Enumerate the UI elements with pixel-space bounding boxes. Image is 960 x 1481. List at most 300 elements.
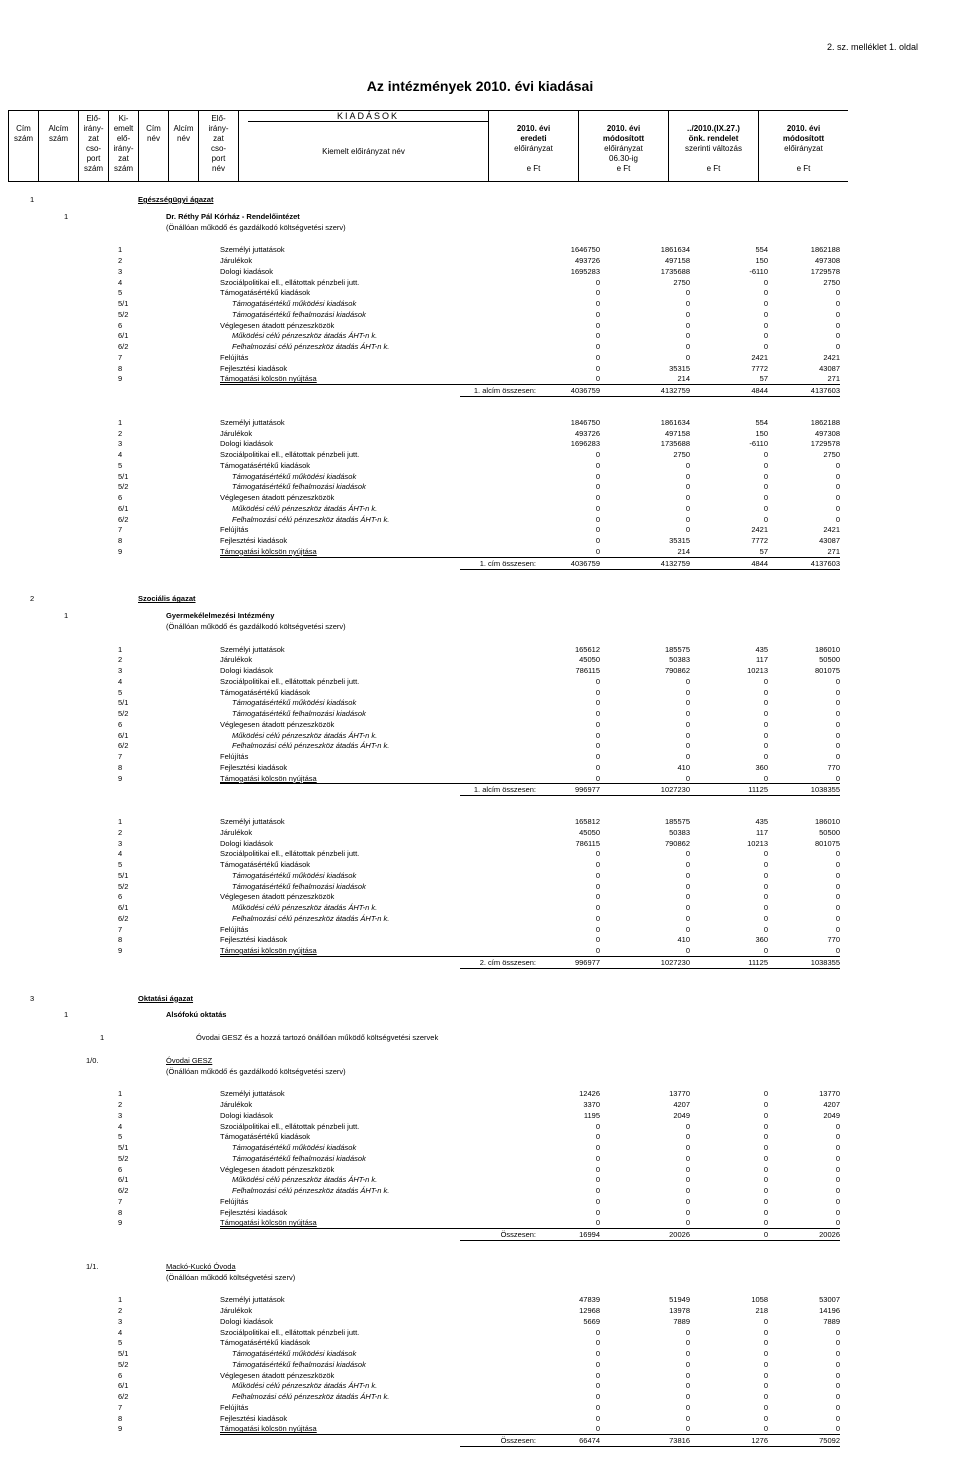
item-label: Felhalmozási célú pénzeszköz átadás ÁHT-n k. — [232, 741, 390, 751]
value-col-1: 0 — [595, 546, 600, 556]
value-col-3: 360 — [755, 762, 768, 772]
item-code: 5 — [118, 860, 123, 869]
value-col-4: 0 — [835, 1413, 840, 1423]
total-col-2: 20026 — [669, 1230, 690, 1239]
value-col-2: 0 — [685, 1121, 690, 1131]
value-col-3: 0 — [763, 277, 768, 287]
value-col-2: 0 — [685, 1207, 690, 1217]
item-label: Véglegesen átadott pénzeszközök — [220, 719, 335, 729]
value-col-3: 0 — [763, 493, 768, 502]
table-row — [0, 827, 960, 838]
value-col-2: 0 — [685, 741, 690, 751]
item-code: 6/2 — [118, 1186, 129, 1195]
header-col-3 — [78, 111, 108, 181]
table-row — [0, 503, 960, 514]
value-col-4: 0 — [835, 892, 840, 902]
value-col-1: 0 — [595, 698, 600, 708]
value-col-2: 0 — [685, 1370, 690, 1380]
cim-number: 3 — [30, 993, 35, 1003]
value-col-1: 493726 — [574, 256, 600, 265]
value-col-4: 0 — [835, 320, 840, 330]
value-col-1: 0 — [595, 525, 600, 535]
value-col-3: 0 — [763, 687, 768, 697]
value-col-1: 0 — [595, 1143, 600, 1152]
header-line: önk. rendelet — [688, 134, 739, 143]
item-label: Működési célú pénzeszköz átadás ÁHT-n k. — [232, 1175, 378, 1185]
value-col-4: 0 — [835, 870, 840, 880]
value-col-1: 0 — [595, 1359, 600, 1369]
value-col-1: 165812 — [574, 817, 600, 826]
value-col-3: 0 — [763, 1349, 768, 1358]
value-col-3: 554 — [755, 245, 768, 255]
value-col-2: 0 — [685, 860, 690, 869]
item-label: Véglegesen átadott pénzeszközök — [220, 493, 335, 502]
value-col-2: 35315 — [669, 363, 690, 373]
item-code: 2 — [118, 428, 123, 438]
value-col-4: 0 — [835, 299, 840, 308]
item-code: 6/1 — [118, 1175, 129, 1185]
table-row — [0, 417, 960, 428]
value-col-2: 0 — [685, 503, 690, 513]
item-label: Támogatásértékű működési kiadások — [232, 1349, 357, 1358]
value-col-4: 0 — [835, 1175, 840, 1185]
table-row — [0, 762, 960, 773]
value-col-2: 1735688 — [660, 439, 690, 449]
cim-label: Szociális ágazat — [138, 594, 196, 604]
header-line: előirányzat — [604, 144, 643, 153]
item-label: Támogatási kölcsön nyújtása — [220, 1424, 317, 1434]
value-col-2: 50383 — [669, 655, 690, 665]
item-code: 6 — [118, 1370, 123, 1380]
item-code: 3 — [118, 439, 123, 449]
table-row — [0, 492, 960, 503]
alcim-sub-row — [0, 1066, 960, 1077]
alcim-name: Gyermekélelmezési Intézmény — [166, 611, 275, 620]
table-row — [0, 1099, 960, 1110]
table-row — [0, 838, 960, 849]
alcim-row — [0, 610, 960, 621]
header-col-9 — [488, 111, 578, 181]
value-col-2: 497158 — [664, 256, 690, 265]
table-row — [0, 1110, 960, 1121]
value-col-4: 4207 — [823, 1100, 840, 1109]
value-col-4: 13770 — [819, 1089, 840, 1099]
value-col-4: 43087 — [819, 536, 840, 545]
header-col-7 — [198, 111, 238, 181]
header-line: zat — [213, 134, 224, 143]
item-label: Dologi kiadások — [220, 838, 273, 848]
value-col-1: 0 — [595, 1175, 600, 1185]
item-label: Működési célú pénzeszköz átadás ÁHT-n k. — [232, 1381, 378, 1391]
table-row — [0, 514, 960, 525]
item-code: 5/1 — [118, 1349, 129, 1358]
item-code: 9 — [118, 773, 123, 783]
value-col-1: 0 — [595, 762, 600, 772]
value-col-2: 0 — [685, 471, 690, 481]
item-label: Fejlesztési kiadások — [220, 1413, 288, 1423]
value-col-2: 0 — [685, 924, 690, 934]
value-col-2: 790862 — [664, 838, 690, 848]
value-col-3: 0 — [763, 1143, 768, 1152]
total-rule — [460, 795, 840, 796]
value-col-2: 0 — [685, 1153, 690, 1163]
item-code: 1 — [118, 817, 123, 826]
total-col-4: 20026 — [819, 1230, 840, 1239]
value-col-4: 497308 — [814, 428, 840, 438]
value-col-3: 0 — [763, 299, 768, 308]
value-col-1: 0 — [595, 924, 600, 934]
value-col-3: 0 — [763, 676, 768, 686]
cim-row — [0, 194, 960, 205]
total-col-1: 4036759 — [570, 558, 600, 568]
item-label: Felújítás — [220, 1196, 249, 1206]
value-col-2: 0 — [685, 676, 690, 686]
item-code: 7 — [118, 1196, 123, 1206]
alcim-subtitle: (Önállóan működő és gazdálkodó költségvetési szerv) — [166, 222, 346, 232]
value-col-2: 0 — [685, 752, 690, 761]
value-col-2: 0 — [685, 1175, 690, 1185]
item-label: Támogatásértékű felhalmozási kiadások — [232, 309, 366, 319]
item-code: 6/2 — [118, 741, 129, 751]
alcim-subtitle: (Önállóan működő és gazdálkodó költségvetési szerv) — [166, 621, 346, 631]
item-code: 8 — [118, 1413, 123, 1423]
value-col-2: 2750 — [673, 450, 690, 459]
value-col-2: 0 — [685, 903, 690, 912]
value-col-1: 0 — [595, 1413, 600, 1423]
page-note: 2. sz. melléklet 1. oldal — [826, 42, 918, 52]
alcim-number: 1 — [64, 211, 69, 221]
value-col-2: 0 — [685, 1196, 690, 1206]
table-row — [0, 287, 960, 298]
item-code: 9 — [118, 946, 123, 955]
table-row — [0, 934, 960, 945]
value-col-3: 0 — [763, 1316, 768, 1326]
item-label: Működési célú pénzeszköz átadás ÁHT-n k. — [232, 503, 378, 513]
table-row — [0, 859, 960, 870]
item-label: Támogatásértékű működési kiadások — [232, 698, 357, 708]
value-col-3: 0 — [763, 1402, 768, 1412]
alcim-row — [0, 1055, 960, 1066]
item-code: 9 — [118, 1218, 123, 1228]
header-line: e Ft — [706, 164, 721, 173]
alcim-name: Alsófokú oktatás — [166, 1010, 227, 1020]
value-col-4: 0 — [835, 493, 840, 502]
value-col-1: 0 — [595, 870, 600, 880]
total-rule — [460, 396, 840, 397]
item-code: 6/2 — [118, 913, 129, 923]
item-label: Járulékok — [220, 827, 253, 837]
value-col-3: 0 — [763, 924, 768, 934]
header-line: módosított — [602, 134, 645, 143]
item-label: Támogatási kölcsön nyújtása — [220, 1218, 317, 1228]
table-row — [0, 535, 960, 546]
table-row — [0, 330, 960, 341]
item-code: 6/2 — [118, 342, 129, 351]
table-row — [0, 751, 960, 762]
item-label: Dologi kiadások — [220, 266, 273, 276]
header-line: szám — [13, 134, 34, 143]
total-col-1: 996977 — [574, 785, 600, 795]
item-label: Dologi kiadások — [220, 1110, 273, 1120]
header-line — [169, 114, 198, 124]
value-col-4: 53007 — [819, 1295, 840, 1305]
table-row — [0, 644, 960, 655]
total-label: 1. alcím összesen: — [473, 386, 536, 395]
header-line: ../2010.(IX.27.) — [687, 124, 740, 133]
item-code: 6 — [118, 719, 123, 729]
item-label: Támogatásértékű kiadások — [220, 1132, 311, 1142]
value-col-1: 493726 — [574, 428, 600, 438]
value-col-2: 790862 — [664, 666, 690, 675]
value-col-1: 0 — [595, 352, 600, 362]
item-label: Felhalmozási célú pénzeszköz átadás ÁHT-n k. — [232, 1186, 390, 1195]
value-col-2: 214 — [677, 546, 690, 556]
header-col-5 — [138, 111, 168, 181]
value-col-4: 1729578 — [810, 266, 840, 276]
item-code: 8 — [118, 363, 123, 373]
item-label: Működési célú pénzeszköz átadás ÁHT-n k. — [232, 331, 378, 341]
item-code: 4 — [118, 676, 123, 686]
table-row — [0, 945, 960, 956]
value-col-3: 0 — [763, 752, 768, 761]
header-line — [759, 154, 848, 164]
table-row — [0, 1402, 960, 1413]
value-col-1: 0 — [595, 676, 600, 686]
value-col-2: 0 — [685, 1402, 690, 1412]
item-code: 5/2 — [118, 709, 129, 718]
value-col-3: 0 — [763, 1338, 768, 1348]
header-line: emelt — [113, 124, 134, 133]
value-col-4: 0 — [835, 860, 840, 869]
table-row — [0, 1088, 960, 1099]
item-code: 4 — [118, 849, 123, 859]
value-col-2: 0 — [685, 493, 690, 502]
value-col-3: 0 — [763, 1186, 768, 1195]
item-label: Fejlesztési kiadások — [220, 935, 288, 945]
alcim-row — [0, 1261, 960, 1272]
header-col-10 — [578, 111, 668, 181]
table-row — [0, 309, 960, 320]
value-col-3: 0 — [763, 913, 768, 923]
table-row — [0, 1121, 960, 1132]
value-col-3: 0 — [763, 1153, 768, 1163]
value-col-4: 0 — [835, 471, 840, 481]
item-code: 1 — [118, 417, 123, 427]
table-row — [0, 1164, 960, 1175]
item-code: 1 — [118, 644, 123, 654]
item-code: 3 — [118, 1316, 123, 1326]
header-line: cso- — [210, 144, 227, 153]
total-row — [0, 1229, 960, 1240]
header-line: szám — [113, 164, 134, 173]
header-line: zat — [118, 154, 129, 163]
cim-number: 1 — [30, 195, 35, 204]
value-col-4: 1862188 — [810, 417, 840, 427]
value-col-2: 410 — [677, 935, 690, 945]
item-label: Felújítás — [220, 525, 249, 535]
value-col-3: 0 — [763, 1370, 768, 1380]
header-line — [9, 114, 38, 124]
table-row — [0, 352, 960, 363]
value-col-4: 186010 — [814, 817, 840, 826]
total-col-3: 1276 — [751, 1436, 768, 1445]
value-col-2: 0 — [685, 1349, 690, 1358]
value-col-2: 0 — [685, 698, 690, 708]
value-col-3: 0 — [763, 1110, 768, 1120]
header-line — [239, 127, 488, 137]
item-code: 5 — [118, 1132, 123, 1142]
item-label: Támogatásértékű felhalmozási kiadások — [232, 881, 366, 891]
header-line: Elő- — [86, 114, 101, 123]
header-line: elő- — [116, 134, 131, 143]
value-col-3: 0 — [763, 309, 768, 319]
table-row — [0, 902, 960, 913]
value-col-3: 0 — [763, 1218, 768, 1228]
table-row — [0, 665, 960, 676]
header-line — [489, 114, 578, 124]
value-col-1: 786115 — [575, 838, 600, 848]
alcim-row — [0, 211, 960, 222]
value-col-1: 0 — [595, 687, 600, 697]
item-code: 8 — [118, 536, 123, 545]
header-line: irány- — [208, 124, 229, 133]
item-code: 7 — [118, 352, 123, 362]
header-line: Alcím — [48, 124, 69, 133]
header-line: e Ft — [796, 164, 811, 173]
item-code: 6 — [118, 493, 123, 502]
total-col-1: 16994 — [579, 1230, 600, 1239]
value-col-3: 57 — [759, 374, 768, 384]
value-col-3: 0 — [763, 773, 768, 783]
item-label: Dologi kiadások — [220, 1316, 273, 1326]
header-line: szerinti változás — [685, 144, 742, 153]
header-line: szám — [48, 134, 69, 143]
header-line — [669, 114, 758, 124]
value-col-1: 0 — [595, 460, 600, 470]
value-col-1: 0 — [595, 1132, 600, 1142]
item-code: 7 — [118, 1402, 123, 1412]
table-header — [8, 110, 848, 182]
header-line: e Ft — [616, 164, 631, 173]
value-col-2: 0 — [685, 1327, 690, 1337]
value-col-1: 0 — [595, 849, 600, 859]
total-col-3: 11125 — [748, 785, 768, 795]
alcim-sub-row — [0, 222, 960, 233]
value-col-1: 0 — [595, 309, 600, 319]
table-row — [0, 1217, 960, 1228]
value-col-1: 5669 — [583, 1316, 600, 1326]
value-col-4: 0 — [835, 719, 840, 729]
total-label: 1. cím összesen: — [479, 558, 536, 568]
value-col-4: 0 — [835, 331, 840, 341]
table-row — [0, 1337, 960, 1348]
item-label: Támogatásértékű kiadások — [220, 460, 311, 470]
item-code: 5/1 — [118, 870, 129, 880]
value-col-4: 0 — [835, 1186, 840, 1195]
value-col-1: 0 — [595, 730, 600, 740]
value-col-1: 0 — [595, 1338, 600, 1348]
header-col-1 — [8, 111, 38, 181]
value-col-3: 2421 — [751, 352, 768, 362]
cim-row — [0, 993, 960, 1004]
value-col-1: 0 — [595, 299, 600, 308]
item-code: 8 — [118, 1207, 123, 1217]
item-code: 1 — [118, 1089, 123, 1099]
total-col-2: 1027230 — [660, 957, 690, 967]
item-code: 2 — [118, 827, 123, 837]
table-row — [0, 740, 960, 751]
item-label: Támogatási kölcsön nyújtása — [220, 546, 317, 556]
table-row — [0, 428, 960, 439]
item-label: Szociálpolitikai ell., ellátottak pénzbeli jutt. — [220, 676, 360, 686]
total-row — [0, 1435, 960, 1446]
item-label: Támogatásértékű kiadások — [220, 1338, 311, 1348]
value-col-4: 0 — [835, 1349, 840, 1358]
table-row — [0, 1174, 960, 1185]
value-col-4: 271 — [827, 546, 840, 556]
value-col-2: 13978 — [669, 1306, 690, 1315]
value-col-3: 0 — [763, 1121, 768, 1131]
item-code: 6/2 — [118, 514, 129, 524]
item-label: Felhalmozási célú pénzeszköz átadás ÁHT-n k. — [232, 342, 390, 351]
value-col-3: 150 — [755, 428, 768, 438]
value-col-1: 1695283 — [570, 266, 600, 276]
value-col-4: 0 — [835, 913, 840, 923]
header-line: cso- — [85, 144, 102, 153]
total-col-3: 11125 — [748, 957, 768, 967]
item-label: Támogatásértékű működési kiadások — [232, 870, 357, 880]
item-label: Működési célú pénzeszköz átadás ÁHT-n k. — [232, 903, 378, 912]
value-col-3: 0 — [763, 741, 768, 751]
value-col-2: 0 — [685, 892, 690, 902]
item-label: Támogatásértékű működési kiadások — [232, 1143, 357, 1152]
value-col-2: 0 — [685, 946, 690, 955]
value-col-4: 0 — [835, 1132, 840, 1142]
header-line: irány- — [83, 124, 104, 133]
value-col-2: 0 — [685, 1143, 690, 1152]
value-col-3: 0 — [763, 1089, 768, 1099]
value-col-4: 0 — [835, 1218, 840, 1228]
value-col-4: 0 — [835, 881, 840, 891]
item-label: Szociálpolitikai ell., ellátottak pénzbeli jutt. — [220, 1121, 360, 1131]
total-col-2: 4132759 — [660, 558, 690, 568]
item-label: Járulékok — [220, 655, 253, 665]
table-row — [0, 438, 960, 449]
table-row — [0, 1391, 960, 1402]
alcim-subtitle: (Önállóan működő költségvetési szerv) — [166, 1272, 296, 1282]
value-col-1: 0 — [595, 1381, 600, 1391]
total-row — [0, 558, 960, 569]
value-col-4: 0 — [835, 1196, 840, 1206]
item-code: 9 — [118, 546, 123, 556]
value-col-1: 47839 — [579, 1295, 600, 1305]
kiemelt-name: Óvodai GESZ és a hozzá tartozó önállóan működő költségvetési szervek — [196, 1033, 439, 1042]
value-col-1: 1696283 — [570, 439, 600, 449]
value-col-1: 0 — [595, 482, 600, 492]
value-col-3: 360 — [755, 935, 768, 945]
header-line: szám — [83, 164, 104, 173]
item-label: Támogatási kölcsön nyújtása — [220, 374, 317, 384]
header-line: Elő- — [211, 114, 226, 123]
table-row — [0, 654, 960, 665]
value-col-3: 435 — [755, 644, 768, 654]
value-col-2: 1861634 — [660, 417, 690, 427]
value-col-2: 0 — [685, 849, 690, 859]
value-col-2: 185575 — [664, 644, 690, 654]
cim-label: Egészségügyi ágazat — [138, 195, 214, 204]
value-col-1: 786115 — [575, 666, 600, 675]
item-code: 5/1 — [118, 698, 129, 708]
